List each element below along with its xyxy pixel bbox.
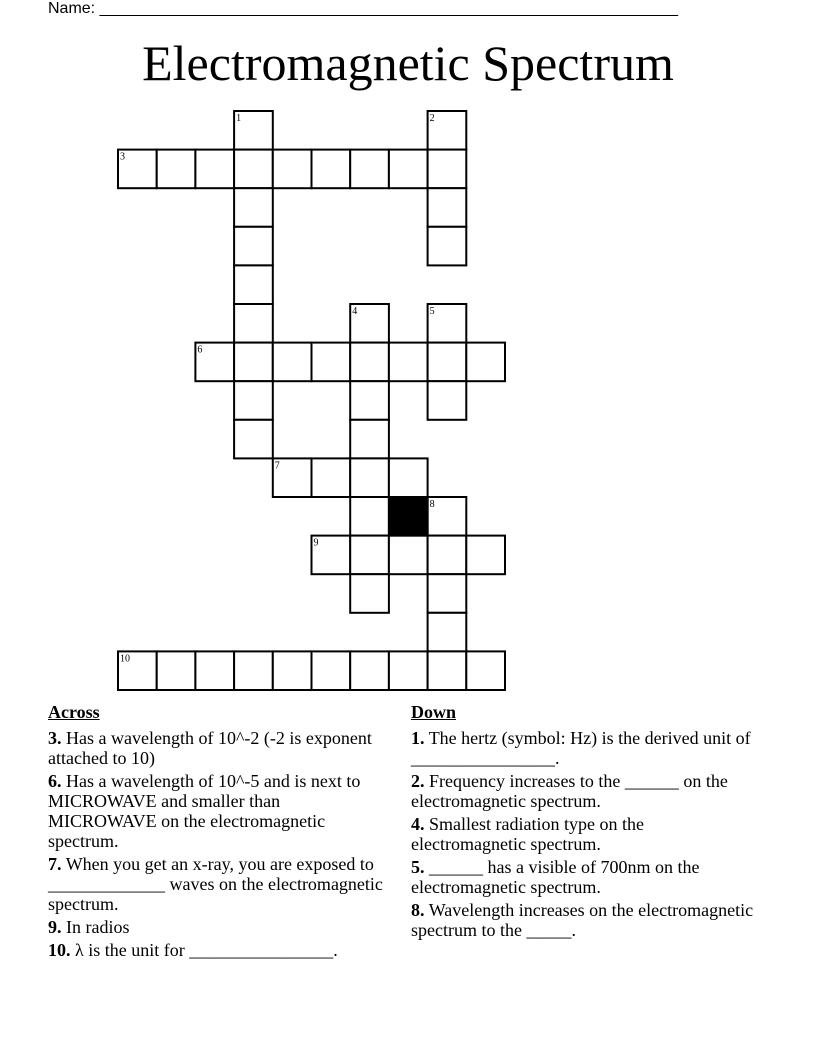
clue-text: λ is the unit for ________________. bbox=[75, 940, 338, 960]
grid-cell[interactable] bbox=[312, 343, 351, 382]
grid-cell[interactable] bbox=[234, 304, 273, 343]
clue-text: The hertz (symbol: Hz) is the derived unit of ________________. bbox=[411, 728, 751, 768]
grid-cell[interactable] bbox=[312, 651, 351, 690]
grid-cell[interactable] bbox=[350, 458, 389, 497]
grid-cell[interactable] bbox=[312, 150, 351, 189]
grid-cell[interactable] bbox=[234, 420, 273, 459]
down-heading: Down bbox=[411, 702, 457, 722]
cell-number: 4 bbox=[352, 306, 358, 317]
grid-cell[interactable] bbox=[350, 574, 389, 613]
clue-number: 1. bbox=[411, 728, 425, 748]
down-clue bbox=[411, 900, 756, 940]
grid-cell[interactable] bbox=[428, 343, 467, 382]
down-clue bbox=[411, 814, 756, 854]
clue-number: 3. bbox=[48, 728, 62, 748]
grid-cell[interactable] bbox=[273, 651, 312, 690]
clue-number: 8. bbox=[411, 900, 425, 920]
cell-number: 9 bbox=[313, 537, 319, 549]
across-clues bbox=[48, 702, 393, 963]
cell-number: 1 bbox=[236, 113, 242, 124]
clue-text: In radios bbox=[66, 917, 130, 937]
clue-number: 10. bbox=[48, 940, 71, 960]
clue-text: Wavelength increases on the electromagnetic spectrum to the _____. bbox=[411, 900, 754, 940]
clue-text: Smallest radiation type on the electromagnetic spectrum. bbox=[411, 814, 644, 854]
grid-cell[interactable] bbox=[234, 265, 273, 304]
grid-cell[interactable] bbox=[350, 497, 389, 536]
clue-text: ______ has a visible of 700nm on the electromagnetic spectrum. bbox=[411, 857, 700, 897]
grid-cell[interactable] bbox=[389, 458, 428, 497]
clue-number: 2. bbox=[411, 771, 425, 791]
clue-number: 6. bbox=[48, 771, 62, 791]
clue-number: 7. bbox=[48, 854, 62, 874]
grid-cell[interactable] bbox=[428, 574, 467, 613]
grid-cell[interactable] bbox=[157, 651, 196, 690]
grid-cell[interactable] bbox=[195, 150, 234, 189]
across-heading: Across bbox=[48, 702, 100, 722]
grid-cell[interactable] bbox=[273, 343, 312, 382]
down-clues bbox=[411, 702, 756, 943]
grid-cell[interactable] bbox=[389, 536, 428, 575]
grid-cell[interactable] bbox=[466, 651, 505, 690]
grid-cell[interactable] bbox=[350, 651, 389, 690]
grid-cell[interactable] bbox=[389, 343, 428, 382]
cell-number: 2 bbox=[429, 113, 435, 124]
across-clue bbox=[48, 940, 393, 960]
grid-cell[interactable] bbox=[350, 150, 389, 189]
name-label: Name: bbox=[48, 0, 100, 17]
grid-cell[interactable] bbox=[234, 651, 273, 690]
grid-cell[interactable] bbox=[389, 651, 428, 690]
cell-number: 7 bbox=[274, 460, 280, 472]
clue-number: 4. bbox=[411, 814, 425, 834]
grid-block bbox=[389, 497, 428, 536]
grid-cell[interactable] bbox=[428, 150, 467, 189]
grid-cell[interactable] bbox=[312, 458, 351, 497]
cell-number: 8 bbox=[429, 499, 435, 510]
grid-cell[interactable] bbox=[428, 651, 467, 690]
grid-cell[interactable] bbox=[428, 613, 467, 652]
across-clue bbox=[48, 771, 393, 851]
grid-cell[interactable] bbox=[350, 420, 389, 459]
grid-cell[interactable] bbox=[428, 188, 467, 227]
grid-cell[interactable] bbox=[234, 227, 273, 266]
grid-cell[interactable] bbox=[157, 150, 196, 189]
grid-cell[interactable] bbox=[273, 150, 312, 189]
cell-number: 10 bbox=[120, 653, 130, 665]
across-clue bbox=[48, 728, 393, 768]
name-blank[interactable]: _________________________________________________________________ bbox=[99, 0, 678, 17]
grid-cell[interactable] bbox=[234, 188, 273, 227]
clue-text: Frequency increases to the ______ on the electromagnetic spectrum. bbox=[411, 771, 728, 811]
grid-cell[interactable] bbox=[466, 343, 505, 382]
grid-cell[interactable] bbox=[350, 343, 389, 382]
cell-number: 6 bbox=[197, 344, 203, 356]
down-clue bbox=[411, 857, 756, 897]
down-clue bbox=[411, 728, 756, 768]
clue-text: Has a wavelength of 10^-2 (-2 is exponent attached to 10) bbox=[48, 728, 372, 768]
grid-cell[interactable] bbox=[350, 381, 389, 420]
cell-number: 5 bbox=[429, 306, 435, 317]
cell-number: 3 bbox=[120, 151, 125, 163]
grid-cell[interactable] bbox=[389, 150, 428, 189]
grid-cell[interactable] bbox=[195, 651, 234, 690]
across-clue bbox=[48, 854, 393, 914]
clue-text: Has a wavelength of 10^-5 and is next to MICROWAVE and smaller than MICROWAVE on the electromagnetic spectrum. bbox=[48, 771, 361, 851]
clue-number: 9. bbox=[48, 917, 62, 937]
across-clue bbox=[48, 917, 393, 937]
grid-cell[interactable] bbox=[428, 227, 467, 266]
grid-cell[interactable] bbox=[234, 381, 273, 420]
page-title: Electromagnetic Spectrum bbox=[142, 35, 674, 91]
grid-cell[interactable] bbox=[350, 536, 389, 575]
down-clue bbox=[411, 771, 756, 811]
clue-text: When you get an x-ray, you are exposed to _____________ waves on the electromagnetic spectrum. bbox=[48, 854, 383, 914]
clue-number: 5. bbox=[411, 857, 425, 877]
grid-cell[interactable] bbox=[234, 150, 273, 189]
grid-cell[interactable] bbox=[466, 536, 505, 575]
grid-cell[interactable] bbox=[234, 343, 273, 382]
grid-cell[interactable] bbox=[428, 381, 467, 420]
grid-cell[interactable] bbox=[428, 536, 467, 575]
